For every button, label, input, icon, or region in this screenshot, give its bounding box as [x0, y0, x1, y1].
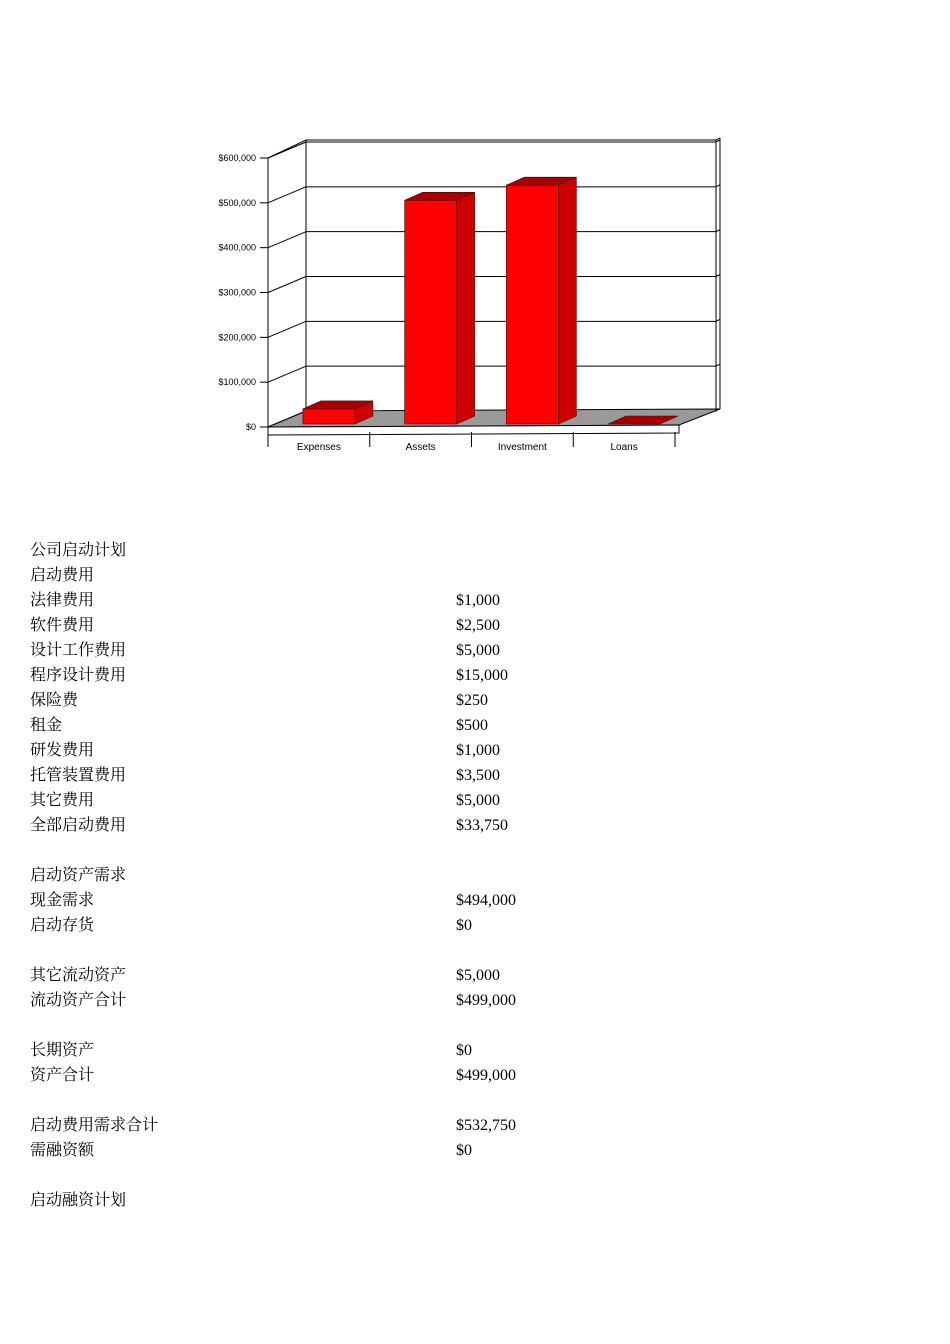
- y-tick-label: $200,000: [218, 332, 256, 343]
- table-row: [30, 538, 730, 563]
- row-label: 启动资产需求: [30, 867, 127, 884]
- gridline-right-tick: [716, 275, 720, 277]
- bar-front: [506, 185, 558, 424]
- bar-front: [405, 200, 457, 424]
- y-axis-ticks: [218, 153, 268, 432]
- y-tick-label: $300,000: [218, 287, 256, 298]
- row-label: 资产合计: [30, 1067, 95, 1084]
- bar-front: [303, 409, 355, 424]
- row-value: $500: [456, 717, 488, 734]
- row-label: 其它费用: [30, 792, 95, 809]
- x-tick-label: Expenses: [296, 442, 341, 453]
- row-label: 启动费用需求合计: [30, 1117, 159, 1134]
- row-label: 软件费用: [30, 617, 95, 634]
- gridline-right-tick: [716, 140, 720, 142]
- gridline-right-tick: [716, 185, 720, 187]
- bar-side: [558, 177, 576, 424]
- table-row: [30, 663, 730, 688]
- table-row: [30, 638, 730, 663]
- row-value: $532,750: [456, 1117, 516, 1134]
- table-row: [30, 713, 730, 738]
- row-value: $499,000: [456, 992, 516, 1009]
- row-label: 长期资产: [30, 1042, 95, 1059]
- row-value: $0: [456, 917, 472, 934]
- table-row: [30, 788, 730, 813]
- table-row: [30, 1113, 730, 1138]
- row-label: 流动资产合计: [30, 992, 127, 1009]
- table-row: [30, 963, 730, 988]
- x-tick-label: Assets: [405, 442, 436, 453]
- startup-chart: [0, 0, 950, 520]
- row-label: 启动融资计划: [30, 1192, 127, 1209]
- right-wall-top: [716, 138, 720, 140]
- row-label: 启动存货: [30, 917, 95, 934]
- row-value: $5,000: [456, 792, 500, 809]
- row-value: $0: [456, 1142, 472, 1159]
- table-row: [30, 838, 730, 863]
- row-value: $250: [456, 692, 488, 709]
- table-row: [30, 563, 730, 588]
- row-label: 研发费用: [30, 742, 95, 759]
- row-value: $1,000: [456, 742, 500, 759]
- y-tick-label: $0: [245, 422, 256, 432]
- row-value: $5,000: [456, 967, 500, 984]
- table-row: [30, 888, 730, 913]
- row-value: $2,500: [456, 617, 500, 634]
- table-row: [30, 1188, 730, 1213]
- chart-grid: [268, 138, 720, 427]
- gridline-right-tick: [716, 319, 720, 321]
- bar-expenses: [303, 401, 373, 424]
- row-value: $0: [456, 1042, 472, 1059]
- y-tick-label: $100,000: [218, 377, 256, 388]
- row-label: 法律费用: [30, 592, 95, 609]
- table-row: [30, 613, 730, 638]
- row-label: 租金: [30, 717, 63, 734]
- row-value: $5,000: [456, 642, 500, 659]
- table-row: [30, 863, 730, 888]
- row-value: $494,000: [456, 892, 516, 909]
- y-tick-label: $400,000: [218, 242, 256, 253]
- chart-floor-edge: [268, 425, 679, 435]
- table-row: [30, 1038, 730, 1063]
- row-label: 公司启动计划: [30, 542, 127, 559]
- x-tick-label: Investment: [497, 442, 547, 453]
- table-row: [30, 913, 730, 938]
- table-row: [30, 688, 730, 713]
- row-value: $499,000: [456, 1067, 516, 1084]
- table-row: [30, 738, 730, 763]
- row-label: 启动费用: [30, 567, 95, 584]
- table-row: [30, 938, 730, 963]
- gridline-right-tick: [716, 230, 720, 232]
- table-row: [30, 1138, 730, 1163]
- bar-assets: [405, 192, 475, 424]
- bar-side: [457, 192, 475, 424]
- x-tick-label: Loans: [610, 442, 638, 453]
- gridline-right-tick: [716, 364, 720, 366]
- startup-plan-table: [30, 538, 730, 1213]
- row-label: 设计工作费用: [30, 642, 127, 659]
- row-label: 需融资额: [30, 1142, 95, 1159]
- y-tick-label: $500,000: [218, 197, 256, 208]
- table-row: [30, 1088, 730, 1113]
- row-value: $33,750: [456, 817, 508, 834]
- row-label: 保险费: [30, 692, 79, 709]
- row-label: 程序设计费用: [30, 667, 127, 684]
- row-label: 托管装置费用: [30, 767, 127, 784]
- table-row: [30, 763, 730, 788]
- bar-investment: [506, 177, 576, 424]
- row-label: 其它流动资产: [30, 967, 127, 984]
- y-tick-label: $600,000: [218, 153, 256, 163]
- row-label: 全部启动费用: [30, 817, 127, 834]
- table-row: [30, 1013, 730, 1038]
- left-wall: [268, 140, 306, 427]
- table-row: [30, 1063, 730, 1088]
- table-row: [30, 813, 730, 838]
- table-row: [30, 1163, 730, 1188]
- row-value: $3,500: [456, 767, 500, 784]
- row-label: 现金需求: [30, 892, 95, 909]
- table-row: [30, 588, 730, 613]
- row-value: $1,000: [456, 592, 500, 609]
- table-row: [30, 988, 730, 1013]
- row-value: $15,000: [456, 667, 508, 684]
